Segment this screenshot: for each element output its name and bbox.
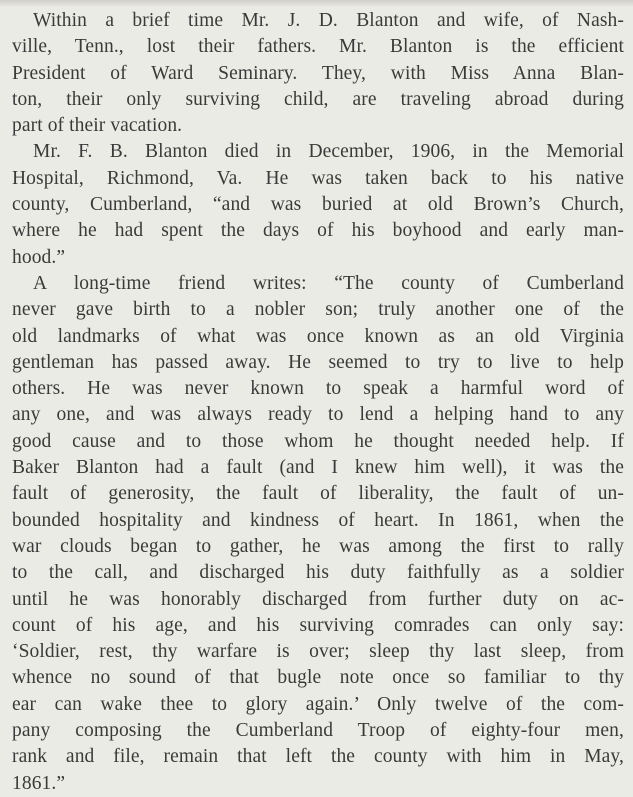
text-line: bounded hospitality and kindness of heart. In 1861, when the — [12, 509, 624, 531]
text-line: whence no sound of that bugle note once so familiar to thy — [12, 667, 624, 689]
text-line: part of their vacation. — [12, 115, 183, 137]
text-line: Hospital, Richmond, Va. He was taken back to his native — [12, 167, 624, 189]
paragraph-blanton-fathers — [12, 8, 624, 139]
text-line: Baker Blanton had a fault (and I knew him well), it was the — [12, 457, 624, 479]
text-line: Within a brief time Mr. J. D. Blanton and wife, of Nash- — [33, 10, 624, 31]
text-line: fault of generosity, the fault of liberality, the fault of un- — [12, 483, 624, 505]
text-line: war clouds began to gather, he was among the first to rally — [12, 535, 624, 557]
page-top-edge — [0, 0, 633, 7]
text-line: A long-time friend writes: “The county of Cumberland — [33, 272, 624, 294]
paragraph-fb-blanton-death — [12, 139, 624, 270]
text-line: count of his age, and his surviving comrades can only say: — [12, 614, 624, 636]
text-line: others. He was never known to speak a harmful word of — [12, 378, 624, 400]
text-line: pany composing the Cumberland Troop of eighty-four men, — [12, 720, 624, 742]
text-line: President of Ward Seminary. They, with Miss Anna Blan- — [12, 62, 624, 84]
text-line: until he was honorably discharged from further duty on ac- — [12, 588, 624, 610]
text-line: Mr. F. B. Blanton died in December, 1906, in the Memorial — [33, 141, 624, 163]
text-line: 1861.” — [12, 772, 66, 794]
text-line: ton, their only surviving child, are traveling abroad during — [12, 88, 624, 110]
article-text — [12, 8, 624, 797]
text-line: any one, and was always ready to lend a helping hand to any — [12, 404, 624, 426]
text-line: never gave birth to a nobler son; truly another one of the — [12, 299, 624, 321]
text-line: good cause and to those whom he thought needed help. If — [12, 430, 624, 452]
paragraph-friend-tribute — [12, 271, 624, 797]
text-line: old landmarks of what was once known as an old Virginia — [12, 325, 624, 347]
text-line: rank and file, remain that left the county with him in May, — [12, 746, 624, 768]
text-line: where he had spent the days of his boyhood and early man- — [12, 220, 624, 242]
text-line: to the call, and discharged his duty faithfully as a soldier — [12, 562, 624, 584]
text-line: gentleman has passed away. He seemed to try to live to help — [12, 351, 624, 373]
text-line: ear can wake thee to glory again.’ Only twelve of the com- — [12, 693, 624, 715]
text-line: ‘Soldier, rest, thy warfare is over; sleep thy last sleep, from — [12, 641, 624, 663]
text-line: ville, Tenn., lost their fathers. Mr. Blanton is the efficient — [12, 36, 624, 58]
text-line: county, Cumberland, “and was buried at old Brown’s Church, — [12, 194, 624, 216]
text-line: hood.” — [12, 246, 66, 268]
